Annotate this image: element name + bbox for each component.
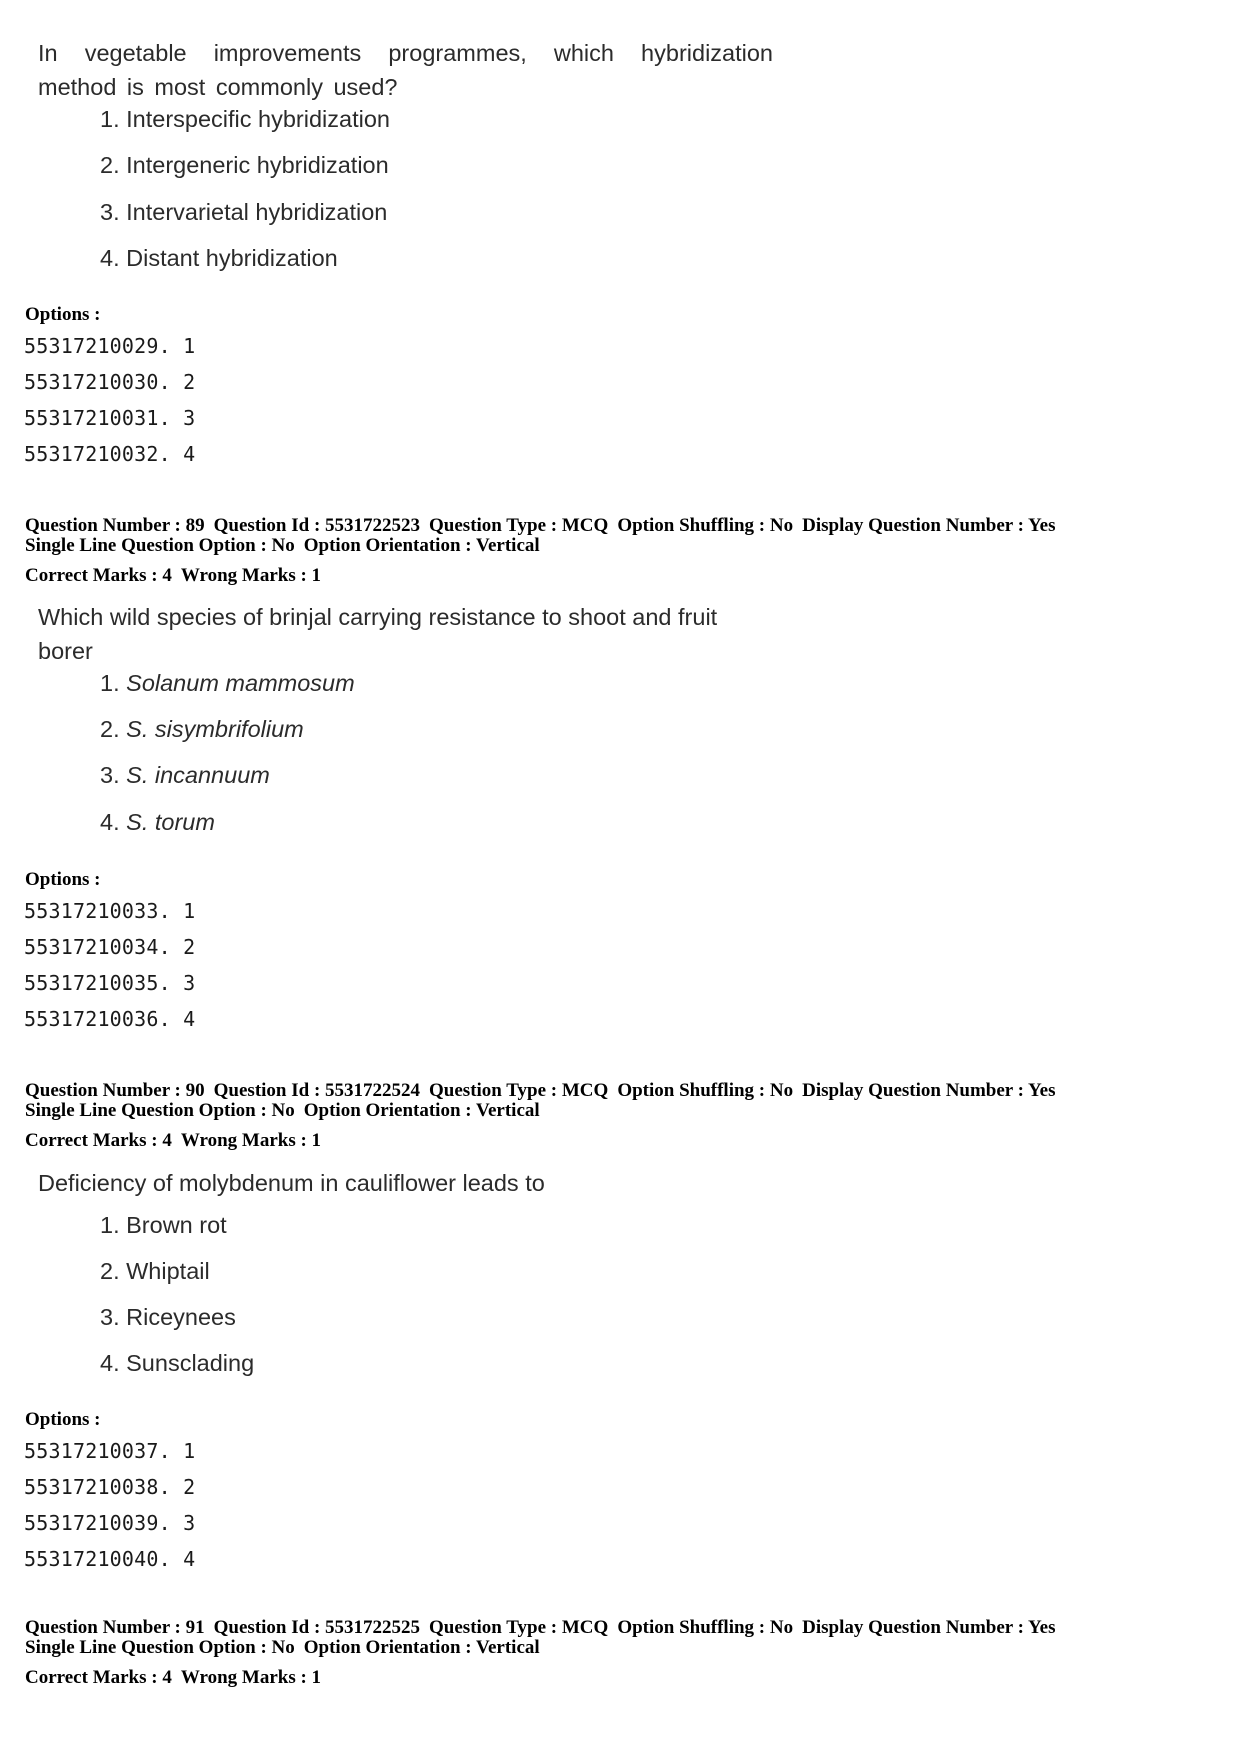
question-89-choice-2 bbox=[100, 716, 304, 743]
choice-number: 1. bbox=[100, 670, 120, 696]
question-88-choice-2: 2. Intergeneric hybridization bbox=[100, 152, 389, 178]
question-90-option-3: 55317210039. 3 bbox=[24, 1511, 196, 1535]
display-question-number: Display Question Number : Yes bbox=[802, 1617, 1056, 1638]
option-orientation: Option Orientation : Vertical bbox=[303, 1637, 540, 1658]
choice-text: S. sisymbrifolium bbox=[126, 716, 304, 742]
question-88-stem: In vegetable improvements programmes, which hybridization method is most commonly used? bbox=[38, 40, 773, 100]
option-shuffling: Option Shuffling : No bbox=[617, 1617, 794, 1638]
question-number: Question Number : 90 bbox=[25, 1080, 205, 1101]
question-90-option-4: 55317210040. 4 bbox=[24, 1547, 196, 1571]
question-89-meta-line-1 bbox=[25, 516, 1064, 536]
correct-marks: Correct Marks : 4 bbox=[25, 565, 172, 586]
question-90-stem: Deficiency of molybdenum in cauliflower leads to bbox=[38, 1170, 545, 1196]
question-90-choice-1: 1. Brown rot bbox=[100, 1212, 227, 1238]
question-id: Question Id : 5531722524 bbox=[213, 1080, 421, 1101]
question-88-image bbox=[38, 36, 773, 104]
question-90-meta-line-2 bbox=[25, 1101, 549, 1121]
wrong-marks: Wrong Marks : 1 bbox=[180, 565, 322, 586]
question-number: Question Number : 91 bbox=[25, 1617, 205, 1638]
question-89-marks bbox=[25, 566, 330, 586]
display-question-number: Display Question Number : Yes bbox=[802, 1080, 1056, 1101]
question-89-choice-4 bbox=[100, 809, 215, 836]
question-89-option-2: 55317210034. 2 bbox=[24, 935, 196, 959]
display-question-number: Display Question Number : Yes bbox=[802, 515, 1056, 536]
question-90-choice-4: 4. Sunsclading bbox=[100, 1350, 255, 1376]
question-number: Question Number : 89 bbox=[25, 515, 205, 536]
question-88-choice-4: 4. Distant hybridization bbox=[100, 245, 338, 271]
single-line-option: Single Line Question Option : No bbox=[25, 1637, 295, 1658]
question-90-choice-2: 2. Whiptail bbox=[100, 1258, 210, 1284]
question-88-options-label: Options : bbox=[25, 304, 101, 325]
choice-number: 3. bbox=[100, 762, 120, 788]
option-orientation: Option Orientation : Vertical bbox=[303, 535, 540, 556]
question-88-choice-1: 1. Interspecific hybridization bbox=[100, 106, 390, 132]
correct-marks: Correct Marks : 4 bbox=[25, 1667, 172, 1688]
question-88-option-2: 55317210030. 2 bbox=[24, 370, 196, 394]
question-89-choice-1 bbox=[100, 670, 355, 697]
option-shuffling: Option Shuffling : No bbox=[617, 515, 794, 536]
question-89-option-4: 55317210036. 4 bbox=[24, 1007, 196, 1031]
choice-text: S. incannuum bbox=[126, 762, 270, 788]
choice-text: Solanum mammosum bbox=[126, 670, 355, 696]
question-90-image bbox=[38, 1166, 778, 1200]
choice-number: 2. bbox=[100, 716, 120, 742]
question-88-option-1: 55317210029. 1 bbox=[24, 334, 196, 358]
question-90-options-label: Options : bbox=[25, 1409, 101, 1430]
single-line-option: Single Line Question Option : No bbox=[25, 1100, 295, 1121]
choice-number: 4. bbox=[100, 809, 120, 835]
question-90-marks bbox=[25, 1131, 330, 1151]
correct-marks: Correct Marks : 4 bbox=[25, 1130, 172, 1151]
question-type: Question Type : MCQ bbox=[429, 1080, 609, 1101]
question-89-option-3: 55317210035. 3 bbox=[24, 971, 196, 995]
single-line-option: Single Line Question Option : No bbox=[25, 535, 295, 556]
question-88-option-4: 55317210032. 4 bbox=[24, 442, 196, 466]
question-type: Question Type : MCQ bbox=[429, 515, 609, 536]
choice-text: S. torum bbox=[126, 809, 215, 835]
question-id: Question Id : 5531722523 bbox=[213, 515, 421, 536]
question-88-option-3: 55317210031. 3 bbox=[24, 406, 196, 430]
wrong-marks: Wrong Marks : 1 bbox=[180, 1130, 322, 1151]
question-89-meta-line-2 bbox=[25, 536, 549, 556]
question-89-option-1: 55317210033. 1 bbox=[24, 899, 196, 923]
wrong-marks: Wrong Marks : 1 bbox=[180, 1667, 322, 1688]
question-id: Question Id : 5531722525 bbox=[213, 1617, 421, 1638]
question-89-stem: Which wild species of brinjal carrying resistance to shoot and fruit borer bbox=[38, 604, 718, 664]
option-shuffling: Option Shuffling : No bbox=[617, 1080, 794, 1101]
question-88-choice-3: 3. Intervarietal hybridization bbox=[100, 199, 388, 225]
question-89-options-label: Options : bbox=[25, 869, 101, 890]
question-89-choice-3 bbox=[100, 762, 270, 789]
question-90-option-1: 55317210037. 1 bbox=[24, 1439, 196, 1463]
option-orientation: Option Orientation : Vertical bbox=[303, 1100, 540, 1121]
question-90-option-2: 55317210038. 2 bbox=[24, 1475, 196, 1499]
question-91-meta-line-2 bbox=[25, 1638, 549, 1658]
question-91-marks bbox=[25, 1668, 330, 1688]
question-90-choice-3: 3. Riceynees bbox=[100, 1304, 236, 1330]
question-90-meta-line-1 bbox=[25, 1081, 1064, 1101]
question-91-meta-line-1 bbox=[25, 1618, 1064, 1638]
question-type: Question Type : MCQ bbox=[429, 1617, 609, 1638]
question-89-image bbox=[38, 600, 778, 668]
